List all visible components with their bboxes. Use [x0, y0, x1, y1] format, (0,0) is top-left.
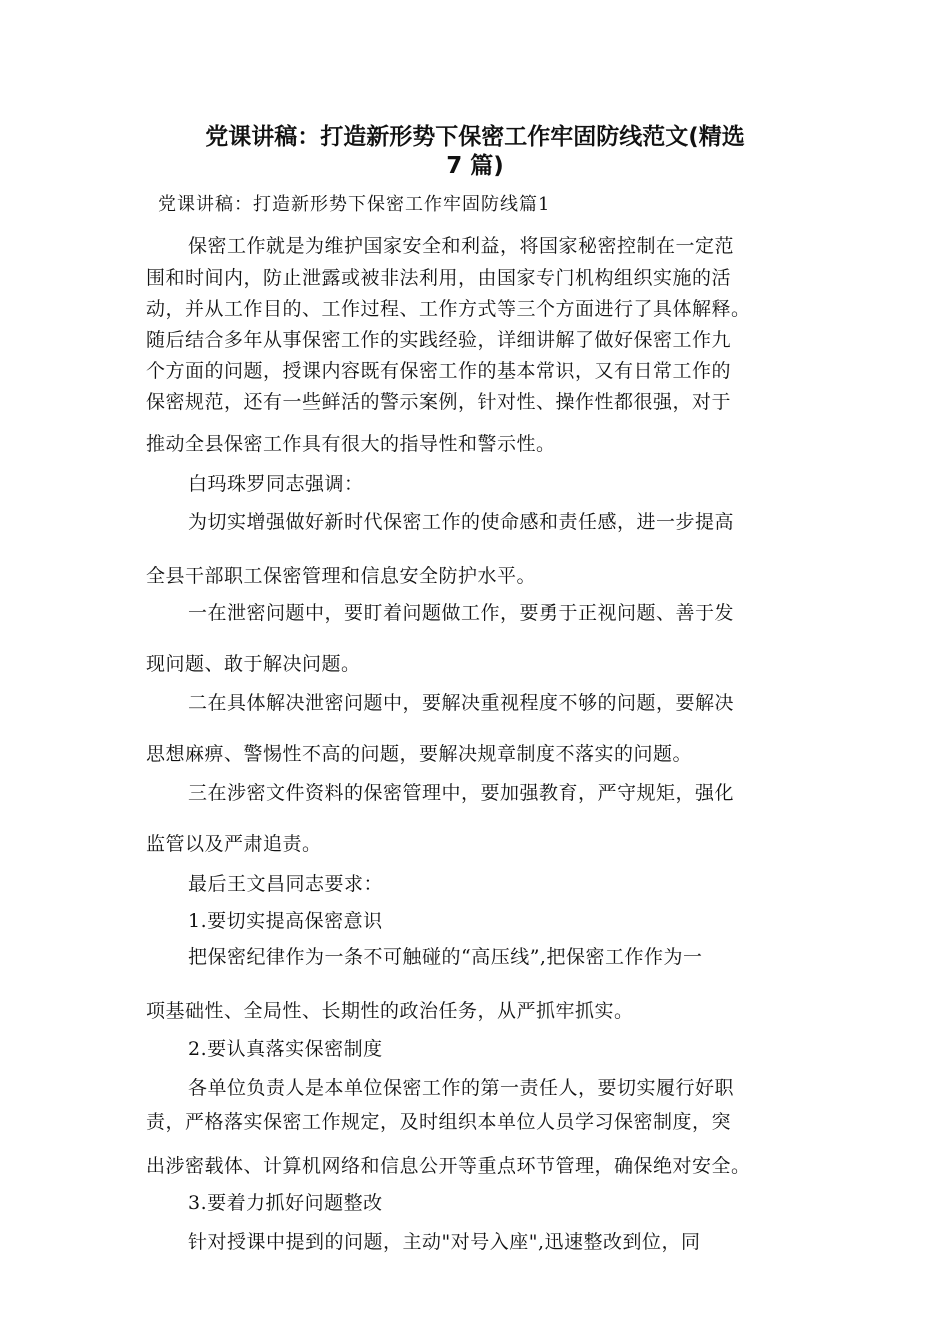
body-line: 各单位负责人是本单位保密工作的第一责任人，要切实履行好职	[188, 1077, 735, 1099]
body-line: 3.要着力抓好问题整改	[188, 1192, 383, 1214]
body-line: 三在涉密文件资料的保密管理中，要加强教育，严守规矩，强化	[188, 782, 735, 804]
body-line: 推动全县保密工作具有很大的指导性和警示性。	[146, 433, 556, 455]
body-line: 1.要切实提高保密意识	[188, 910, 383, 932]
body-line: 把保密纪律作为一条不可触碰的“高压线”,把保密工作作为一	[188, 946, 703, 968]
document-title-line-2: 7 篇)	[446, 153, 504, 179]
body-line: 全县干部职工保密管理和信息安全防护水平。	[146, 565, 537, 587]
document-title-line-1: 党课讲稿：打造新形势下保密工作牢固防线范文(精选	[205, 124, 745, 150]
body-line: 针对授课中提到的问题，主动"对号入座",迅速整改到位，同	[188, 1231, 701, 1253]
body-line: 最后王文昌同志要求：	[188, 873, 384, 895]
body-line: 监管以及严肃追责。	[146, 833, 322, 855]
body-line: 思想麻痹、警惕性不高的问题，要解决规章制度不落实的问题。	[146, 743, 693, 765]
body-line: 为切实增强做好新时代保密工作的使命感和责任感，进一步提高	[188, 511, 735, 533]
body-line: 围和时间内，防止泄露或被非法利用，由国家专门机构组织实施的活	[146, 267, 732, 289]
body-line: 出涉密载体、计算机网络和信息公开等重点环节管理，确保绝对安全。	[146, 1155, 751, 1177]
body-line: 保密规范，还有一些鲜活的警示案例，针对性、操作性都很强，对于	[146, 391, 732, 413]
body-line: 现问题、敢于解决问题。	[146, 653, 361, 675]
section-heading: 党课讲稿：打造新形势下保密工作牢固防线篇1	[158, 194, 551, 215]
body-line: 二在具体解决泄密问题中，要解决重视程度不够的问题，要解决	[188, 692, 735, 714]
body-line: 保密工作就是为维护国家安全和利益，将国家秘密控制在一定范	[188, 235, 735, 257]
body-line: 动，并从工作目的、工作过程、工作方式等三个方面进行了具体解释。	[146, 298, 751, 320]
body-line: 项基础性、全局性、长期性的政治任务，从严抓牢抓实。	[146, 1000, 634, 1022]
body-line: 随后结合多年从事保密工作的实践经验，详细讲解了做好保密工作九	[146, 329, 732, 351]
body-line: 2.要认真落实保密制度	[188, 1038, 383, 1060]
body-line: 责，严格落实保密工作规定，及时组织本单位人员学习保密制度，突	[146, 1111, 732, 1133]
body-line: 一在泄密问题中，要盯着问题做工作，要勇于正视问题、善于发	[188, 602, 735, 624]
body-line: 个方面的问题，授课内容既有保密工作的基本常识，又有日常工作的	[146, 360, 732, 382]
body-line: 白玛珠罗同志强调：	[188, 473, 364, 495]
